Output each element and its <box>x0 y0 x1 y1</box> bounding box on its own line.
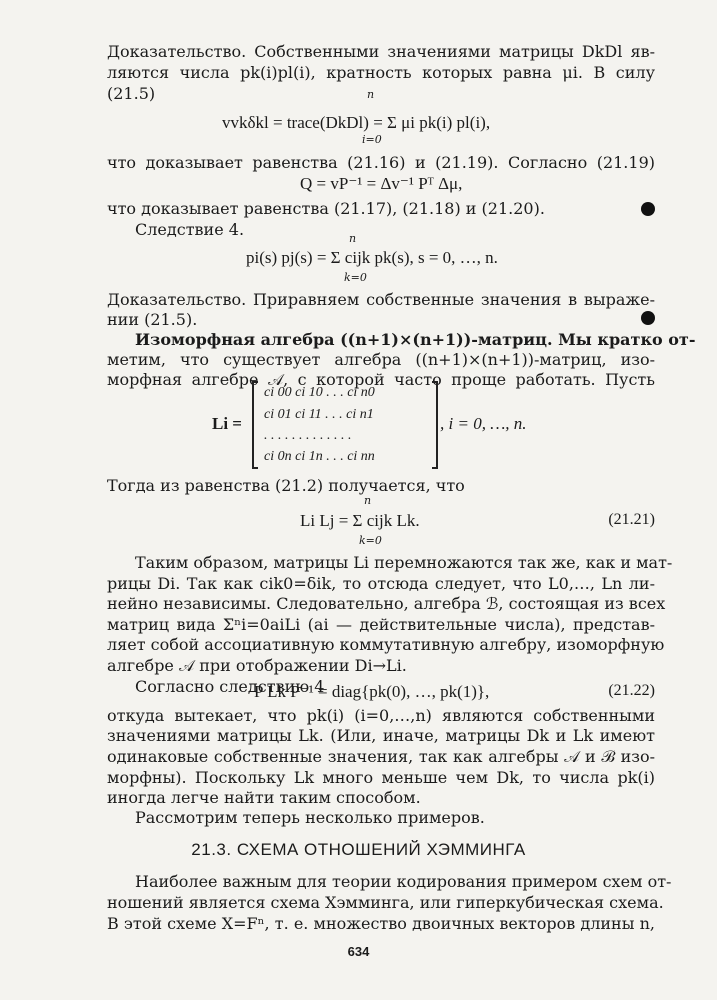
text-line: матриц вида Σⁿi=0aiLi (ai — действительные числа), представ- <box>107 615 655 634</box>
text-line: Таким образом, матрицы Li перемножаются так же, как и мат- <box>135 553 673 572</box>
text-line: Наиболее важным для теории кодирования примером схем от- <box>135 872 672 891</box>
matrix-range: , i = 0, …, n. <box>440 414 527 433</box>
text-line: рицы Di. Так как cik0=δik, то отсюда следует, что L0,…, Ln ли- <box>107 574 655 593</box>
equation-diag: P Lk P⁻¹ = diag{pk(0), …, pk(1)}, <box>254 682 490 701</box>
text-line: морфная алгебре 𝒜, с которой часто проще работать. Пусть <box>107 370 655 389</box>
text-line: Доказательство. Приравняем собственные значения в выраже- <box>107 290 655 309</box>
text-line: Тогда из равенства (21.2) получается, что <box>107 476 465 495</box>
equation-corollary: pi(s) pj(s) = Σ cijk pk(s), s = 0, …, n. <box>246 248 498 267</box>
section-heading: 21.3. СХЕМА ОТНОШЕНИЙ ХЭММИНГА <box>191 840 526 859</box>
equation-trace: vvkδkl = trace(DkDl) = Σ μi pk(i) pl(i), <box>222 113 491 132</box>
equation-number: (21.21) <box>608 511 655 528</box>
sum-lower-limit: k=0 <box>344 271 367 284</box>
text-line: метим, что существует алгебра ((n+1)×(n+1))-матриц, изо- <box>107 350 655 369</box>
text-line: ляет собой ассоциативную коммутативную алгебру, изоморфную <box>107 635 665 654</box>
equation-product: Li Lj = Σ cijk Lk. <box>300 511 420 530</box>
matrix-row: . . . . . . . . . . . . . <box>264 428 352 443</box>
text-line: Доказательство. Собственными значениями матрицы DkDl яв- <box>107 42 655 61</box>
text-line: иногда легче найти таким способом. <box>107 788 421 807</box>
sum-upper-limit: n <box>349 232 357 245</box>
text-line: алгебре 𝒜 при отображении Di→Li. <box>107 656 407 675</box>
text-line: Следствие 4. <box>135 220 245 239</box>
equation-q: Q = vP⁻¹ = Δv⁻¹ Pᵀ Δμ, <box>300 174 463 193</box>
text-line: одинаковые собственные значения, так как алгебры 𝒜 и ℬ изо- <box>107 747 655 766</box>
equation-number: (21.22) <box>608 682 655 699</box>
text-line: что доказывает равенства (21.17), (21.18) и (21.20). <box>107 199 545 218</box>
text-line: нейно независимы. Следовательно, алгебра ℬ, состоящая из всех <box>107 594 666 613</box>
text-line: Изоморфная алгебра ((n+1)×(n+1))-матриц. Мы кратко от- <box>135 330 696 349</box>
text-line: морфны). Поскольку Lk много меньше чем Dk, то числа pk(i) <box>107 768 655 787</box>
text-line: В этой схеме X=Fⁿ, т. е. множество двоичных векторов длины n, <box>107 914 655 933</box>
end-of-proof-bullet <box>641 202 655 216</box>
text-line: Рассмотрим теперь несколько примеров. <box>135 808 485 827</box>
page-number: 634 <box>347 944 370 959</box>
text-line: что доказывает равенства (21.16) и (21.19). Согласно (21.19) <box>107 153 655 172</box>
sum-lower-limit: k=0 <box>359 534 382 547</box>
end-of-proof-bullet <box>641 311 655 325</box>
text-line: ношений является схема Хэмминга, или гиперкубическая схема. <box>107 893 664 912</box>
matrix-li <box>252 381 438 469</box>
text-line: (21.5) <box>107 84 156 103</box>
matrix-row: ci 00 ci 10 . . . ci n0 <box>264 385 375 400</box>
matrix-label: Li = <box>212 414 242 433</box>
text-line: Согласно следствию 4 <box>135 677 325 696</box>
text-line: ляются числа pk(i)pl(i), кратность которых равна μi. В силу <box>107 63 655 82</box>
matrix-row: ci 0n ci 1n . . . ci nn <box>264 449 375 464</box>
sum-upper-limit: n <box>367 88 375 101</box>
text-line: нии (21.5). <box>107 310 198 329</box>
matrix-row: ci 01 ci 11 . . . ci n1 <box>264 407 374 422</box>
sum-lower-limit: i=0 <box>362 133 382 146</box>
text-line: откуда вытекает, что pk(i) (i=0,…,n) являются собственными <box>107 706 655 725</box>
text-line: значениями матрицы Lk. (Или, иначе, матрицы Dk и Lk имеют <box>107 726 655 745</box>
sum-upper-limit: n <box>364 494 372 507</box>
